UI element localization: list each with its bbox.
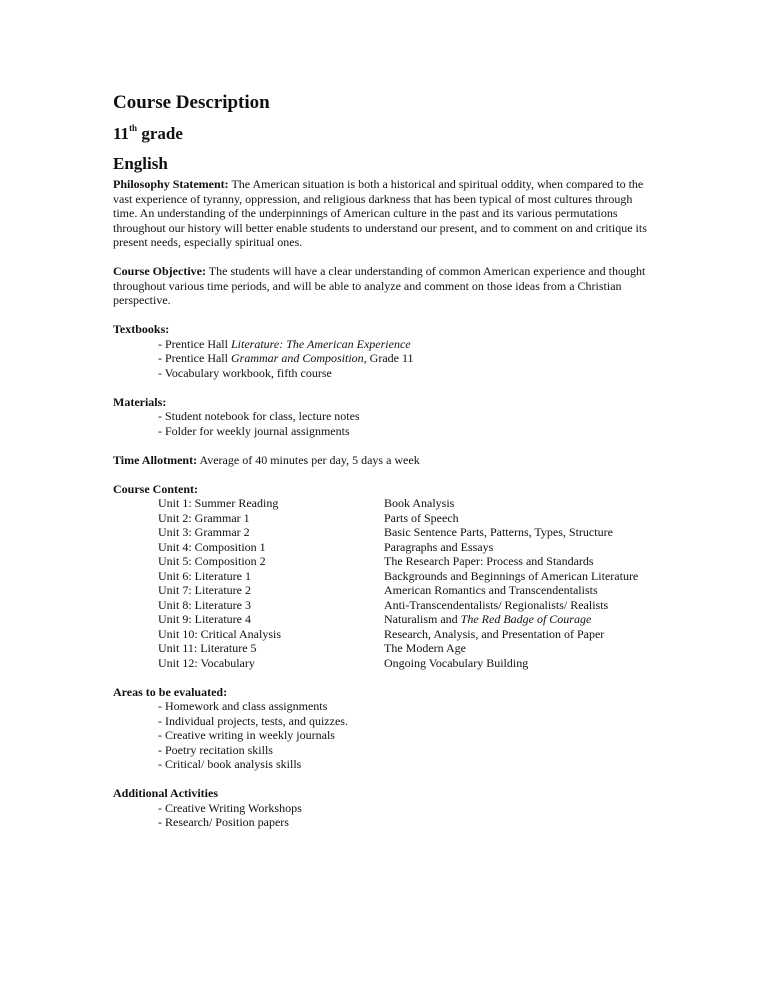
grade-suffix: th [129, 123, 138, 134]
philosophy-label: Philosophy Statement: [113, 177, 229, 191]
unit-row: Unit 2: Grammar 1 Parts of Speech [158, 510, 459, 525]
textbook-item: - Prentice Hall Literature: The American Experience [158, 336, 411, 351]
activity-item: - Research/ Position papers [158, 815, 289, 829]
grade-number: 11 [113, 124, 130, 143]
evaluated-label: Areas to be evaluated: [113, 684, 228, 699]
material-item: - Student notebook for class, lecture notes [158, 409, 360, 423]
document-page [113, 92, 658, 830]
evaluated-item: - Individual projects, tests, and quizzes. [158, 713, 348, 728]
materials-list [113, 409, 658, 438]
evaluated-item: - Critical/ book analysis skills [158, 757, 302, 771]
unit-row: Unit 10: Critical Analysis Research, Analysis, and Presentation of Paper [158, 626, 605, 641]
philosophy-text: The American situation is both a historical and spiritual oddity, when compared to the vast experience of tyranny, oppression, and religious darkness that has been typical of most cultures through time. An understanding of the underpinnings of American culture in the past and its various permutations throughout our history will better enable students to understand our present, and to comment on and critique its present needs, especially spiritual ones. [113, 177, 647, 249]
evaluated-item: - Homework and class assignments [158, 699, 328, 713]
unit-row: Unit 5: Composition 2 The Research Paper: Process and Standards [158, 554, 594, 568]
grade-word: grade [141, 124, 183, 143]
time-allotment [113, 453, 658, 468]
material-item: - Folder for weekly journal assignments [158, 423, 350, 438]
subject-heading: English [113, 154, 168, 173]
time-label: Time Allotment: [113, 452, 198, 467]
evaluated-item: - Poetry recitation skills [158, 742, 273, 757]
course-content-label: Course Content: [113, 481, 198, 496]
textbooks-label: Textbooks: [113, 322, 170, 336]
objective-label: Course Objective: [113, 264, 206, 278]
unit-row: Unit 1: Summer Reading Book Analysis [158, 496, 455, 510]
unit-row: Unit 9: Literature 4 Naturalism and The Red Badge of Courage [158, 612, 592, 626]
materials-label: Materials: [113, 394, 167, 409]
unit-row: Unit 3: Grammar 2 Basic Sentence Parts, Patterns, Types, Structure [158, 525, 613, 539]
textbook-item: - Vocabulary workbook, fifth course [158, 365, 332, 380]
unit-row: Unit 4: Composition 1 Paragraphs and Essays [158, 539, 494, 554]
unit-row: Unit 8: Literature 3 Anti-Transcendentalists/ Regionalists/ Realists [158, 597, 609, 612]
activities-label: Additional Activities [113, 786, 219, 800]
philosophy-statement [113, 177, 658, 250]
evaluated-item: - Creative writing in weekly journals [158, 728, 335, 742]
evaluated-list [113, 699, 658, 772]
grade-heading [113, 124, 658, 144]
course-objective [113, 264, 658, 308]
document-title: Course Description [113, 92, 270, 113]
textbooks-list [113, 337, 658, 381]
course-content-table [113, 496, 658, 670]
time-text: Average of 40 minutes per day, 5 days a week [199, 452, 420, 467]
activity-item: - Creative Writing Workshops [158, 800, 302, 815]
unit-row: Unit 11: Literature 5 The Modern Age [158, 641, 466, 655]
activities-list [113, 801, 658, 830]
objective-text: The students will have a clear understanding of common American experience and thought throughout various time periods, and will be able to analyze and comment on those ideas from a Christian perspective. [113, 264, 646, 307]
unit-row: Unit 12: Vocabulary Ongoing Vocabulary Building [158, 655, 529, 670]
unit-row: Unit 6: Literature 1 Backgrounds and Beginnings of American Literature [158, 568, 639, 583]
textbook-item: - Prentice Hall Grammar and Composition, Grade 11 [158, 351, 414, 365]
unit-row: Unit 7: Literature 2 American Romantics and Transcendentalists [158, 583, 598, 597]
